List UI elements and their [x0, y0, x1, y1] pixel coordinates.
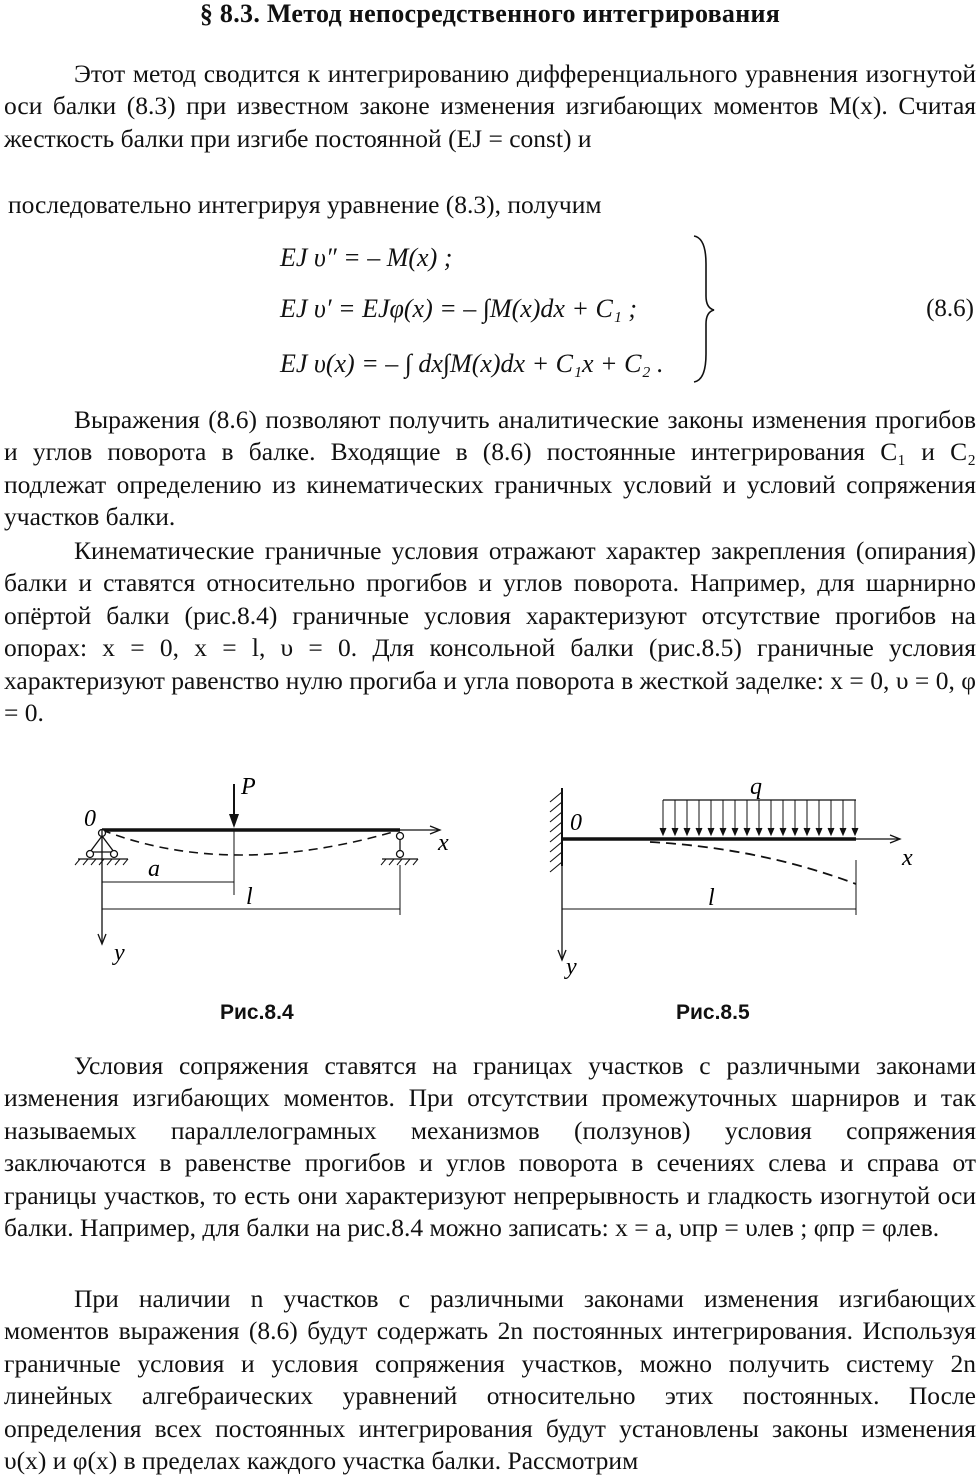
x-axis-label: x: [902, 845, 913, 871]
x-axis-label: x: [438, 830, 449, 856]
figure-caption-8-4: Рис.8.4: [220, 1001, 294, 1024]
figure-simply-supported-beam: [70, 770, 470, 970]
paragraph-expressions: Выражения (8.6) позволяют получить аналитические законы изменения прогибов и углов поворота в балке. Входящие в (8.6) постоянные интегрирования C₁ и C₂ подлежат определению из кинематических граничных условий и условий сопряжения участков балки.: [4, 405, 976, 532]
paragraph-n-segments: При наличии n участков с различными законами изменения изгибающих моментов выражения (8.6) будут содержать 2n постоянных интегрирования. Используя граничные условия и условия сопряжения участков, можно получить систему 2n линейных алгебраических уравнений относительно этих постоянных. После определения всех постоянных интегрирования будут установлены законы изменения υ(x) и φ(x) в пределах каждого участка балки. Рассмотрим: [4, 1284, 976, 1476]
paragraph-boundary-conditions: Кинематические граничные условия отражают характер закрепления (опирания) балки и ставятся относительно прогибов и углов поворота. Например, для шарнирно опёртой балки (рис.8.4) граничные условия характеризуют отсутствие прогибов на опорах: x = 0, x = l, υ = 0. Для консольной балки (рис.8.5) граничные условия характеризуют равенство нулю прогиба и угла поворота в жесткой заделке: x = 0, υ = 0, φ = 0.: [4, 536, 976, 728]
y-axis-label: y: [566, 954, 577, 980]
origin-label: 0: [570, 810, 582, 836]
deflection-curve: [102, 830, 400, 855]
deflection-curve: [650, 842, 856, 884]
equation-number: (8.6): [926, 295, 974, 322]
figure-caption-8-5: Рис.8.5: [676, 1001, 750, 1024]
wall-hatch-icon: [550, 792, 562, 872]
load-label: q: [750, 774, 762, 800]
force-arrow-head-icon: [229, 814, 239, 828]
dimension-a-label: a: [148, 856, 160, 882]
origin-label: 0: [84, 806, 96, 832]
dimension-l-label: l: [708, 885, 715, 911]
equation-line-3: EJ υ(x) = – ∫ dx∫M(x)dx + C₁x + C₂ .: [280, 349, 664, 378]
equation-line-1: EJ υ″ = – M(x) ;: [280, 243, 453, 272]
dimension-l-label: l: [246, 884, 253, 910]
roller-support-icon: [381, 833, 418, 866]
paragraph-intro: Этот метод сводится к интегрированию дифференциального уравнения изогнутой оси балки (8.3) при известном законе изменения изгибающих моментов M(x). Считая жесткость балки при изгибе постоянной (EJ = const) и: [4, 59, 976, 153]
distributed-load: [660, 800, 858, 835]
right-brace-icon: [690, 234, 720, 384]
force-label: P: [241, 774, 256, 800]
section-heading: § 8.3. Метод непосредственного интегрирования: [199, 0, 781, 28]
y-axis-label: y: [114, 940, 125, 966]
paragraph-intro-continued: последовательно интегрируя уравнение (8.3), получим: [8, 190, 602, 219]
paragraph-conjugation-conditions: Условия сопряжения ставятся на границах участков с различными законами изменения изгибающих моментов. При отсутствии промежуточных шарниров и так называемых параллелограмных механизмов (ползунов) условия сопряжения заключаются в равенстве прогибов и углов поворота в сечениях слева и справа от границы участков, то есть они характеризуют непрерывность и гладкость изогнутой оси балки. Например, для балки на рис.8.4 можно записать: x = a, υпр = υлев ; φпр = φлев.: [4, 1051, 976, 1243]
equation-line-2: EJ υ′ = EJφ(x) = – ∫M(x)dx + C₁ ;: [280, 294, 638, 323]
figure-cantilever-beam: [530, 770, 950, 980]
